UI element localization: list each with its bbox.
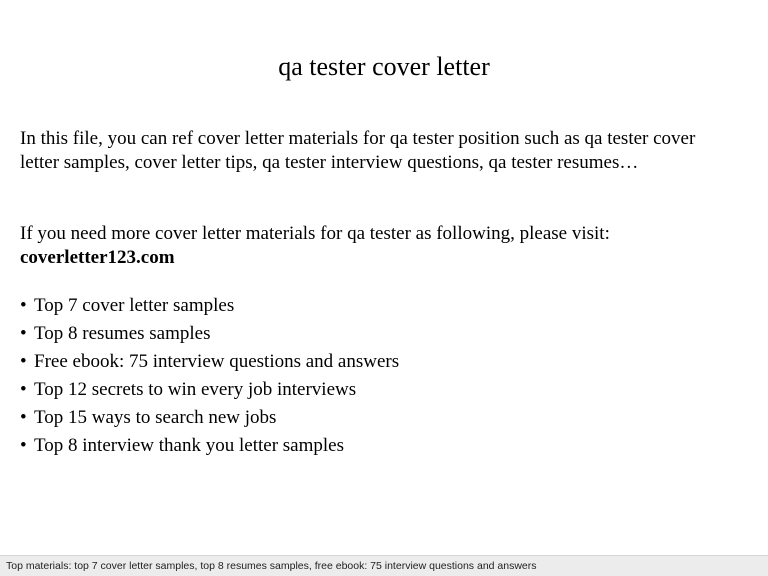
list-item-label: Free ebook: 75 interview questions and answers xyxy=(34,351,400,372)
bullet-icon: • xyxy=(20,407,27,428)
bullet-icon: • xyxy=(20,323,27,344)
bullet-icon: • xyxy=(20,379,27,400)
intro-paragraph: In this file, you can ref cover letter materials for qa tester position such as qa tester cover letter samples, cover letter tips, qa tester interview questions, qa tester resumes… xyxy=(20,128,696,173)
slide-title: qa tester cover letter xyxy=(278,52,490,81)
bullet-icon: • xyxy=(20,351,27,372)
visit-paragraph xyxy=(20,222,735,270)
list-item xyxy=(20,432,735,460)
list-item-label: Top 7 cover letter samples xyxy=(34,295,235,316)
bullet-icon: • xyxy=(20,295,27,316)
list-item xyxy=(20,404,735,432)
footer-bar: Top materials: top 7 cover letter samples, top 8 resumes samples, free ebook: 75 interview questions and answers xyxy=(0,555,768,576)
site-link[interactable]: coverletter123.com xyxy=(20,247,175,268)
list-item xyxy=(20,376,735,404)
list-item-label: Top 8 interview thank you letter samples xyxy=(34,435,344,456)
list-item xyxy=(20,348,735,376)
list-item-label: Top 8 resumes samples xyxy=(34,323,211,344)
list-item-label: Top 12 secrets to win every job interviews xyxy=(34,379,357,400)
list-item xyxy=(20,292,735,320)
bullet-icon: • xyxy=(20,435,27,456)
list-item-label: Top 15 ways to search new jobs xyxy=(34,407,277,428)
list-item xyxy=(20,320,735,348)
materials-list xyxy=(20,292,735,460)
visit-text: If you need more cover letter materials for qa tester as following, please visit: xyxy=(20,223,610,244)
